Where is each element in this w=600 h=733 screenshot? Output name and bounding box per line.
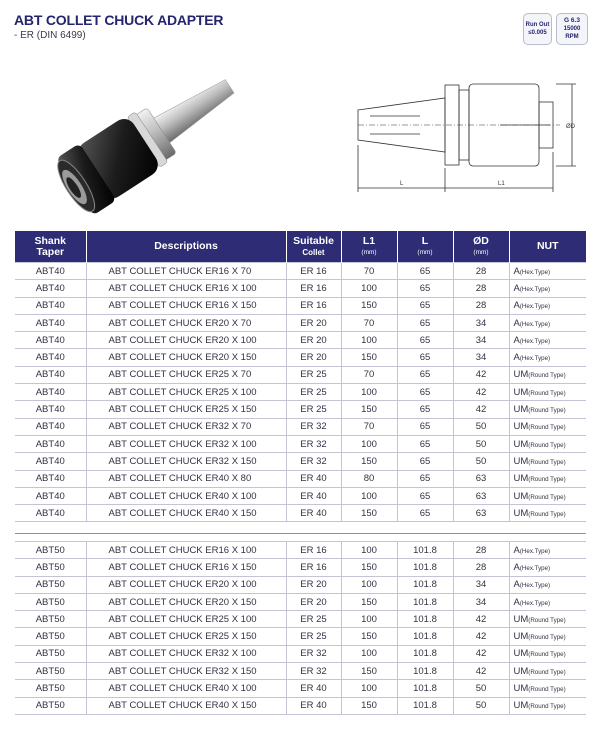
group-divider bbox=[15, 533, 586, 534]
header-suitable-collet: Suitable Collet bbox=[286, 231, 341, 263]
cell-nut bbox=[509, 332, 586, 349]
cell-d: 34 bbox=[453, 593, 509, 610]
cell-description: ABT COLLET CHUCK ER25 X 100 bbox=[86, 384, 286, 401]
cell-shank-taper: ABT40 bbox=[15, 263, 86, 280]
cell-shank-taper: ABT40 bbox=[15, 366, 86, 383]
cell-nut bbox=[509, 401, 586, 418]
cell-collet: ER 25 bbox=[286, 401, 341, 418]
cell-description: ABT COLLET CHUCK ER20 X 150 bbox=[86, 349, 286, 366]
table-row bbox=[15, 453, 586, 470]
nut-code: UM bbox=[513, 683, 529, 695]
cell-nut bbox=[509, 487, 586, 504]
cell-collet: ER 20 bbox=[286, 314, 341, 331]
cell-collet: ER 40 bbox=[286, 697, 341, 714]
nut-type: (Round Type) bbox=[528, 407, 566, 415]
cell-d: 28 bbox=[453, 297, 509, 314]
table-row bbox=[15, 487, 586, 504]
cell-l1: 100 bbox=[341, 680, 397, 697]
cell-description: ABT COLLET CHUCK ER20 X 150 bbox=[86, 593, 286, 610]
cell-nut bbox=[509, 453, 586, 470]
nut-code: A bbox=[513, 596, 520, 608]
table-row bbox=[15, 401, 586, 418]
cell-collet: ER 40 bbox=[286, 505, 341, 522]
cell-collet: ER 25 bbox=[286, 366, 341, 383]
table-row bbox=[15, 297, 586, 314]
spec-table-abt50 bbox=[15, 541, 586, 715]
cell-d: 50 bbox=[453, 453, 509, 470]
cell-description: ABT COLLET CHUCK ER32 X 70 bbox=[86, 418, 286, 435]
cell-collet: ER 20 bbox=[286, 593, 341, 610]
cell-d: 28 bbox=[453, 559, 509, 576]
cell-collet: ER 25 bbox=[286, 611, 341, 628]
cell-nut bbox=[509, 628, 586, 645]
page-subtitle: - ER (DIN 6499) bbox=[14, 30, 86, 41]
nut-type: (Hex.Type) bbox=[519, 320, 551, 328]
cell-collet: ER 16 bbox=[286, 559, 341, 576]
cell-shank-taper: ABT40 bbox=[15, 297, 86, 314]
table-row bbox=[15, 542, 586, 559]
cell-l1: 150 bbox=[341, 401, 397, 418]
runout-label: Run Out bbox=[525, 22, 550, 28]
cell-l: 65 bbox=[397, 418, 453, 435]
cell-shank-taper: ABT40 bbox=[15, 470, 86, 487]
cell-d: 50 bbox=[453, 435, 509, 452]
cell-collet: ER 20 bbox=[286, 349, 341, 366]
cell-shank-taper: ABT40 bbox=[15, 487, 86, 504]
cell-description: ABT COLLET CHUCK ER16 X 100 bbox=[86, 280, 286, 297]
cell-l1: 150 bbox=[341, 559, 397, 576]
spec-table-abt40 bbox=[15, 231, 586, 522]
cell-l: 101.8 bbox=[397, 645, 453, 662]
cell-l1: 80 bbox=[341, 470, 397, 487]
dimension-label-d: ØD bbox=[566, 124, 575, 130]
table-row bbox=[15, 263, 586, 280]
cell-l: 65 bbox=[397, 263, 453, 280]
cell-nut bbox=[509, 611, 586, 628]
cell-collet: ER 40 bbox=[286, 470, 341, 487]
cell-l: 101.8 bbox=[397, 663, 453, 680]
table-row bbox=[15, 505, 586, 522]
cell-l: 65 bbox=[397, 470, 453, 487]
cell-l1: 150 bbox=[341, 593, 397, 610]
cell-l: 101.8 bbox=[397, 628, 453, 645]
cell-l: 101.8 bbox=[397, 611, 453, 628]
nut-type: (Round Type) bbox=[528, 441, 566, 449]
nut-code: A bbox=[513, 282, 520, 294]
nut-type: (Hex.Type) bbox=[519, 268, 551, 276]
nut-code: A bbox=[513, 579, 520, 591]
cell-d: 50 bbox=[453, 680, 509, 697]
header-descriptions: Descriptions bbox=[86, 231, 286, 263]
cell-d: 42 bbox=[453, 611, 509, 628]
nut-type: (Round Type) bbox=[528, 686, 566, 694]
cell-l: 65 bbox=[397, 314, 453, 331]
cell-collet: ER 20 bbox=[286, 332, 341, 349]
nut-code: UM bbox=[513, 613, 529, 625]
cell-nut bbox=[509, 645, 586, 662]
nut-type: (Round Type) bbox=[528, 424, 566, 432]
nut-code: UM bbox=[513, 665, 529, 677]
cell-shank-taper: ABT50 bbox=[15, 645, 86, 662]
cell-l1: 70 bbox=[341, 263, 397, 280]
nut-type: (Round Type) bbox=[528, 651, 566, 659]
cell-l: 65 bbox=[397, 332, 453, 349]
cell-shank-taper: ABT40 bbox=[15, 505, 86, 522]
cell-d: 50 bbox=[453, 418, 509, 435]
nut-type: (Hex.Type) bbox=[519, 582, 551, 590]
cell-l1: 100 bbox=[341, 611, 397, 628]
cell-l1: 100 bbox=[341, 645, 397, 662]
cell-collet: ER 16 bbox=[286, 280, 341, 297]
cell-shank-taper: ABT40 bbox=[15, 401, 86, 418]
nut-type: (Round Type) bbox=[528, 616, 566, 624]
table-row bbox=[15, 680, 586, 697]
cell-nut bbox=[509, 314, 586, 331]
cell-d: 42 bbox=[453, 663, 509, 680]
cell-l1: 70 bbox=[341, 366, 397, 383]
cell-l1: 150 bbox=[341, 349, 397, 366]
cell-collet: ER 32 bbox=[286, 418, 341, 435]
cell-shank-taper: ABT50 bbox=[15, 593, 86, 610]
nut-code: UM bbox=[513, 404, 529, 416]
table-row bbox=[15, 559, 586, 576]
cell-l1: 100 bbox=[341, 542, 397, 559]
cell-nut bbox=[509, 559, 586, 576]
cell-description: ABT COLLET CHUCK ER40 X 80 bbox=[86, 470, 286, 487]
table-row bbox=[15, 470, 586, 487]
cell-l: 65 bbox=[397, 366, 453, 383]
cell-l1: 100 bbox=[341, 332, 397, 349]
nut-code: UM bbox=[513, 490, 529, 502]
cell-description: ABT COLLET CHUCK ER32 X 150 bbox=[86, 663, 286, 680]
cell-l: 65 bbox=[397, 280, 453, 297]
cell-d: 42 bbox=[453, 401, 509, 418]
cell-nut bbox=[509, 505, 586, 522]
cell-l1: 150 bbox=[341, 297, 397, 314]
page-title: ABT COLLET CHUCK ADAPTER bbox=[14, 12, 224, 28]
nut-type: (Hex.Type) bbox=[519, 337, 551, 345]
table-row bbox=[15, 332, 586, 349]
cell-description: ABT COLLET CHUCK ER40 X 150 bbox=[86, 697, 286, 714]
cell-collet: ER 32 bbox=[286, 435, 341, 452]
cell-shank-taper: ABT50 bbox=[15, 680, 86, 697]
cell-nut bbox=[509, 680, 586, 697]
cell-nut bbox=[509, 576, 586, 593]
cell-l: 101.8 bbox=[397, 559, 453, 576]
nut-code: UM bbox=[513, 473, 529, 485]
table-header-row bbox=[15, 231, 586, 263]
balance-grade: G 6.3 bbox=[564, 17, 580, 24]
cell-d: 50 bbox=[453, 697, 509, 714]
cell-d: 63 bbox=[453, 470, 509, 487]
cell-shank-taper: ABT50 bbox=[15, 542, 86, 559]
nut-code: A bbox=[513, 265, 520, 277]
header-d: ØD (mm) bbox=[453, 231, 509, 263]
cell-description: ABT COLLET CHUCK ER25 X 150 bbox=[86, 628, 286, 645]
cell-shank-taper: ABT40 bbox=[15, 453, 86, 470]
cell-d: 63 bbox=[453, 505, 509, 522]
table-row bbox=[15, 697, 586, 714]
header-l1: L1 (mm) bbox=[341, 231, 397, 263]
cell-description: ABT COLLET CHUCK ER16 X 150 bbox=[86, 559, 286, 576]
cell-description: ABT COLLET CHUCK ER32 X 100 bbox=[86, 645, 286, 662]
cell-shank-taper: ABT40 bbox=[15, 332, 86, 349]
cell-l1: 70 bbox=[341, 418, 397, 435]
nut-code: UM bbox=[513, 386, 529, 398]
cell-d: 34 bbox=[453, 332, 509, 349]
cell-d: 34 bbox=[453, 314, 509, 331]
table-row bbox=[15, 366, 586, 383]
cell-l1: 150 bbox=[341, 453, 397, 470]
cell-shank-taper: ABT50 bbox=[15, 611, 86, 628]
cell-d: 42 bbox=[453, 384, 509, 401]
dimension-label-l1: L1 bbox=[498, 181, 505, 187]
nut-type: (Hex.Type) bbox=[519, 285, 551, 293]
nut-code: UM bbox=[513, 648, 529, 660]
cell-description: ABT COLLET CHUCK ER20 X 70 bbox=[86, 314, 286, 331]
table-row bbox=[15, 280, 586, 297]
cell-d: 63 bbox=[453, 487, 509, 504]
nut-code: A bbox=[513, 352, 520, 364]
cell-description: ABT COLLET CHUCK ER40 X 100 bbox=[86, 680, 286, 697]
cell-description: ABT COLLET CHUCK ER32 X 150 bbox=[86, 453, 286, 470]
cell-l1: 100 bbox=[341, 435, 397, 452]
cell-d: 34 bbox=[453, 576, 509, 593]
nut-code: A bbox=[513, 317, 520, 329]
cell-shank-taper: ABT50 bbox=[15, 628, 86, 645]
cell-d: 42 bbox=[453, 366, 509, 383]
cell-description: ABT COLLET CHUCK ER20 X 100 bbox=[86, 576, 286, 593]
cell-nut bbox=[509, 593, 586, 610]
cell-l: 65 bbox=[397, 401, 453, 418]
cell-nut bbox=[509, 418, 586, 435]
cell-shank-taper: ABT50 bbox=[15, 559, 86, 576]
cell-l: 65 bbox=[397, 297, 453, 314]
nut-code: UM bbox=[513, 631, 529, 643]
cell-nut bbox=[509, 280, 586, 297]
table-row bbox=[15, 628, 586, 645]
cell-l: 65 bbox=[397, 349, 453, 366]
cell-description: ABT COLLET CHUCK ER16 X 150 bbox=[86, 297, 286, 314]
cell-nut bbox=[509, 697, 586, 714]
cell-shank-taper: ABT40 bbox=[15, 349, 86, 366]
table-row bbox=[15, 593, 586, 610]
nut-code: A bbox=[513, 334, 520, 346]
nut-type: (Round Type) bbox=[528, 510, 566, 518]
table-row bbox=[15, 611, 586, 628]
cell-d: 42 bbox=[453, 645, 509, 662]
cell-l: 101.8 bbox=[397, 680, 453, 697]
nut-type: (Round Type) bbox=[528, 493, 566, 501]
cell-l1: 150 bbox=[341, 663, 397, 680]
nut-type: (Round Type) bbox=[528, 458, 566, 466]
cell-description: ABT COLLET CHUCK ER32 X 100 bbox=[86, 435, 286, 452]
cell-l1: 100 bbox=[341, 487, 397, 504]
table-row bbox=[15, 418, 586, 435]
cell-shank-taper: ABT50 bbox=[15, 697, 86, 714]
nut-type: (Hex.Type) bbox=[519, 303, 551, 311]
cell-l1: 70 bbox=[341, 314, 397, 331]
cell-l1: 100 bbox=[341, 384, 397, 401]
cell-l: 101.8 bbox=[397, 593, 453, 610]
nut-code: A bbox=[513, 561, 520, 573]
nut-type: (Round Type) bbox=[528, 372, 566, 380]
dimension-label-l: L bbox=[400, 181, 404, 187]
nut-type: (Round Type) bbox=[528, 389, 566, 397]
cell-nut bbox=[509, 384, 586, 401]
cell-collet: ER 16 bbox=[286, 263, 341, 280]
cell-d: 28 bbox=[453, 542, 509, 559]
cell-collet: ER 20 bbox=[286, 576, 341, 593]
cell-l: 65 bbox=[397, 487, 453, 504]
cell-collet: ER 40 bbox=[286, 487, 341, 504]
cell-l: 65 bbox=[397, 435, 453, 452]
table-row bbox=[15, 349, 586, 366]
cell-description: ABT COLLET CHUCK ER16 X 100 bbox=[86, 542, 286, 559]
nut-type: (Round Type) bbox=[528, 634, 566, 642]
nut-code: UM bbox=[513, 438, 529, 450]
cell-shank-taper: ABT40 bbox=[15, 280, 86, 297]
product-photo bbox=[40, 48, 260, 223]
nut-code: UM bbox=[513, 700, 529, 712]
table-row bbox=[15, 645, 586, 662]
cell-l: 65 bbox=[397, 453, 453, 470]
header-shank-taper: Shank Taper bbox=[15, 231, 86, 263]
table-row bbox=[15, 576, 586, 593]
cell-nut bbox=[509, 349, 586, 366]
header-nut: NUT bbox=[509, 231, 586, 263]
cell-collet: ER 16 bbox=[286, 542, 341, 559]
nut-code: A bbox=[513, 300, 520, 312]
cell-l: 101.8 bbox=[397, 697, 453, 714]
cell-nut bbox=[509, 366, 586, 383]
cell-collet: ER 25 bbox=[286, 628, 341, 645]
cell-collet: ER 40 bbox=[286, 680, 341, 697]
cell-collet: ER 32 bbox=[286, 663, 341, 680]
balance-unit: RPM bbox=[565, 34, 579, 40]
cell-l1: 100 bbox=[341, 576, 397, 593]
cell-shank-taper: ABT40 bbox=[15, 314, 86, 331]
cell-description: ABT COLLET CHUCK ER40 X 150 bbox=[86, 505, 286, 522]
cell-description: ABT COLLET CHUCK ER25 X 150 bbox=[86, 401, 286, 418]
cell-nut bbox=[509, 297, 586, 314]
cell-shank-taper: ABT40 bbox=[15, 435, 86, 452]
nut-code: UM bbox=[513, 455, 529, 467]
nut-type: (Round Type) bbox=[528, 668, 566, 676]
cell-l1: 150 bbox=[341, 697, 397, 714]
cell-shank-taper: ABT50 bbox=[15, 663, 86, 680]
nut-type: (Hex.Type) bbox=[519, 599, 551, 607]
nut-type: (Round Type) bbox=[528, 703, 566, 711]
cell-nut bbox=[509, 435, 586, 452]
cell-l1: 100 bbox=[341, 280, 397, 297]
cell-collet: ER 25 bbox=[286, 384, 341, 401]
cell-d: 28 bbox=[453, 280, 509, 297]
cell-l: 101.8 bbox=[397, 542, 453, 559]
balance-speed: 15000 bbox=[563, 26, 581, 32]
table-row bbox=[15, 663, 586, 680]
cell-collet: ER 16 bbox=[286, 297, 341, 314]
table-row bbox=[15, 384, 586, 401]
nut-code: UM bbox=[513, 507, 529, 519]
nut-type: (Round Type) bbox=[528, 476, 566, 484]
header-l: L (mm) bbox=[397, 231, 453, 263]
cell-description: ABT COLLET CHUCK ER25 X 100 bbox=[86, 611, 286, 628]
cell-shank-taper: ABT40 bbox=[15, 384, 86, 401]
nut-code: UM bbox=[513, 421, 529, 433]
nut-type: (Hex.Type) bbox=[519, 547, 551, 555]
cell-l1: 150 bbox=[341, 628, 397, 645]
runout-value: ≤0.005 bbox=[528, 30, 547, 36]
cell-l: 101.8 bbox=[397, 576, 453, 593]
cell-nut bbox=[509, 663, 586, 680]
cell-nut bbox=[509, 263, 586, 280]
cell-description: ABT COLLET CHUCK ER20 X 100 bbox=[86, 332, 286, 349]
cell-nut bbox=[509, 542, 586, 559]
table-row bbox=[15, 314, 586, 331]
cell-l: 65 bbox=[397, 505, 453, 522]
runout-badge bbox=[523, 13, 552, 45]
cell-description: ABT COLLET CHUCK ER16 X 70 bbox=[86, 263, 286, 280]
cell-shank-taper: ABT50 bbox=[15, 576, 86, 593]
cell-description: ABT COLLET CHUCK ER25 X 70 bbox=[86, 366, 286, 383]
nut-code: UM bbox=[513, 369, 529, 381]
nut-type: (Hex.Type) bbox=[519, 355, 551, 363]
cell-nut bbox=[509, 470, 586, 487]
cell-l1: 150 bbox=[341, 505, 397, 522]
cell-collet: ER 32 bbox=[286, 453, 341, 470]
cell-description: ABT COLLET CHUCK ER40 X 100 bbox=[86, 487, 286, 504]
nut-code: A bbox=[513, 544, 520, 556]
nut-type: (Hex.Type) bbox=[519, 564, 551, 572]
cell-d: 28 bbox=[453, 263, 509, 280]
cell-d: 34 bbox=[453, 349, 509, 366]
cell-shank-taper: ABT40 bbox=[15, 418, 86, 435]
cell-l: 65 bbox=[397, 384, 453, 401]
technical-drawing bbox=[350, 70, 590, 195]
cell-d: 42 bbox=[453, 628, 509, 645]
table-row bbox=[15, 435, 586, 452]
cell-collet: ER 32 bbox=[286, 645, 341, 662]
balance-badge bbox=[556, 13, 588, 45]
